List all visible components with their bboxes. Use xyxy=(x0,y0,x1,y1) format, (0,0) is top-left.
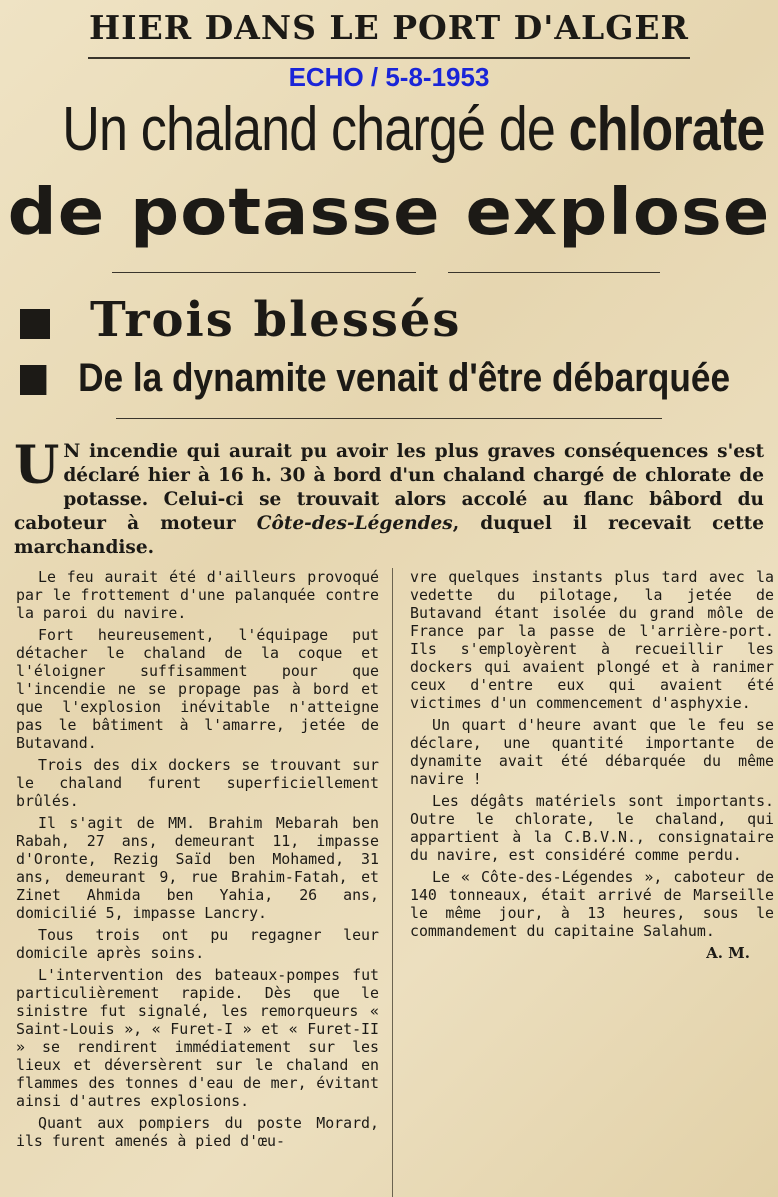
paragraph: Quant aux pompiers du poste Morard, ils furent amenés à pied d'œu- xyxy=(16,1114,379,1150)
headline-line-2: de potasse explose xyxy=(7,176,771,250)
article-column-1 xyxy=(16,568,379,1154)
column-divider xyxy=(392,568,393,1197)
headline-line-1-bold: chlorate xyxy=(568,95,765,164)
lead-text-before: N incendie qui aurait pu avoir les plus graves conséquences s'est déclaré hier à 16 h. 30 à bord d'un chaland chargé de chlorate de potasse. Celui-ci se trouvait alors accolé au flanc bâbord du caboteur à moteur xyxy=(14,441,764,534)
subhead-2-text: De la dynamite venait d'être débarquée xyxy=(78,356,731,400)
square-bullet-icon xyxy=(20,309,50,339)
source-label: ECHO / 5-8-1953 xyxy=(288,62,490,92)
divider xyxy=(112,272,416,273)
headline-line-1 xyxy=(62,94,765,165)
subhead-1 xyxy=(20,292,461,348)
divider xyxy=(448,272,660,273)
lead-paragraph xyxy=(14,435,764,560)
author-signature: A. M. xyxy=(706,944,750,962)
divider xyxy=(88,57,690,59)
paragraph: Le « Côte-des-Légendes », caboteur de 140 tonneaux, était arrivé de Marseille le même jour, à 13 heures, sous le commandement du capitaine Salahum. xyxy=(410,868,774,940)
article-column-2 xyxy=(410,568,774,962)
drop-cap: U xyxy=(14,435,60,496)
paragraph: vre quelques instants plus tard avec la vedette du pilotage, la jetée de Butavand étant isolée du grand môle de France par la passe de l'arrière-port. Ils s'employèrent à recueillir les dockers qui avaient plongé et à ranimer ceux d'entre eux qui avaient été victimes d'un commencement d'asphyxie. xyxy=(410,568,774,712)
paragraph: Trois des dix dockers se trouvant sur le chaland furent superficiellement brûlés. xyxy=(16,756,379,810)
subhead-1-text: Trois blessés xyxy=(90,292,462,348)
paragraph: Un quart d'heure avant que le feu se déclare, une quantité importante de dynamite avait été débarquée du même navire ! xyxy=(410,716,774,788)
lead-text-after: , duquel il recevait cette marchandise. xyxy=(14,513,764,558)
ship-name: Côte-des-Légendes xyxy=(256,513,453,534)
divider xyxy=(116,418,662,419)
paragraph: Fort heureusement, l'équipage put détacher le chaland de la coque et l'éloigner suffisamment pour que l'incendie ne se propage pas à bord et que l'explosion inévitable n'atteigne pas le bâtiment à l'amarre, jetée de Butavand. xyxy=(16,626,379,752)
paragraph: Tous trois ont pu regagner leur domicile après soins. xyxy=(16,926,379,962)
kicker-headline: HIER DANS LE PORT D'ALGER xyxy=(89,8,689,47)
subhead-2 xyxy=(20,356,730,401)
paragraph: L'intervention des bateaux-pompes fut particulièrement rapide. Dès que le sinistre fut signalé, les remorqueurs « Saint-Louis », « Furet-I » et « Furet-II » se rendirent immédiatement sur les lieux et déversèrent sur le chaland en flammes des tonnes d'eau de mer, évitant ainsi d'autres explosions. xyxy=(16,966,379,1110)
paragraph: Le feu aurait été d'ailleurs provoqué par le frottement d'une palanquée contre la paroi du navire. xyxy=(16,568,379,622)
paragraph: Les dégâts matériels sont importants. Outre le chlorate, le chaland, qui appartient à la C.B.V.N., consignataire du navire, est considéré comme perdu. xyxy=(410,792,774,864)
headline-line-1-light: Un chaland chargé de xyxy=(62,95,556,164)
paragraph: Il s'agit de MM. Brahim Mebarah ben Rabah, 27 ans, demeurant 11, impasse d'Oronte, Rezig Saïd ben Mohamed, 31 ans, demeurant 9, rue Brahim-Fatah, et Zinet Ahmida ben Yahia, 26 ans, domicilié 5, impasse Lancry. xyxy=(16,814,379,922)
square-bullet-icon xyxy=(20,365,46,395)
